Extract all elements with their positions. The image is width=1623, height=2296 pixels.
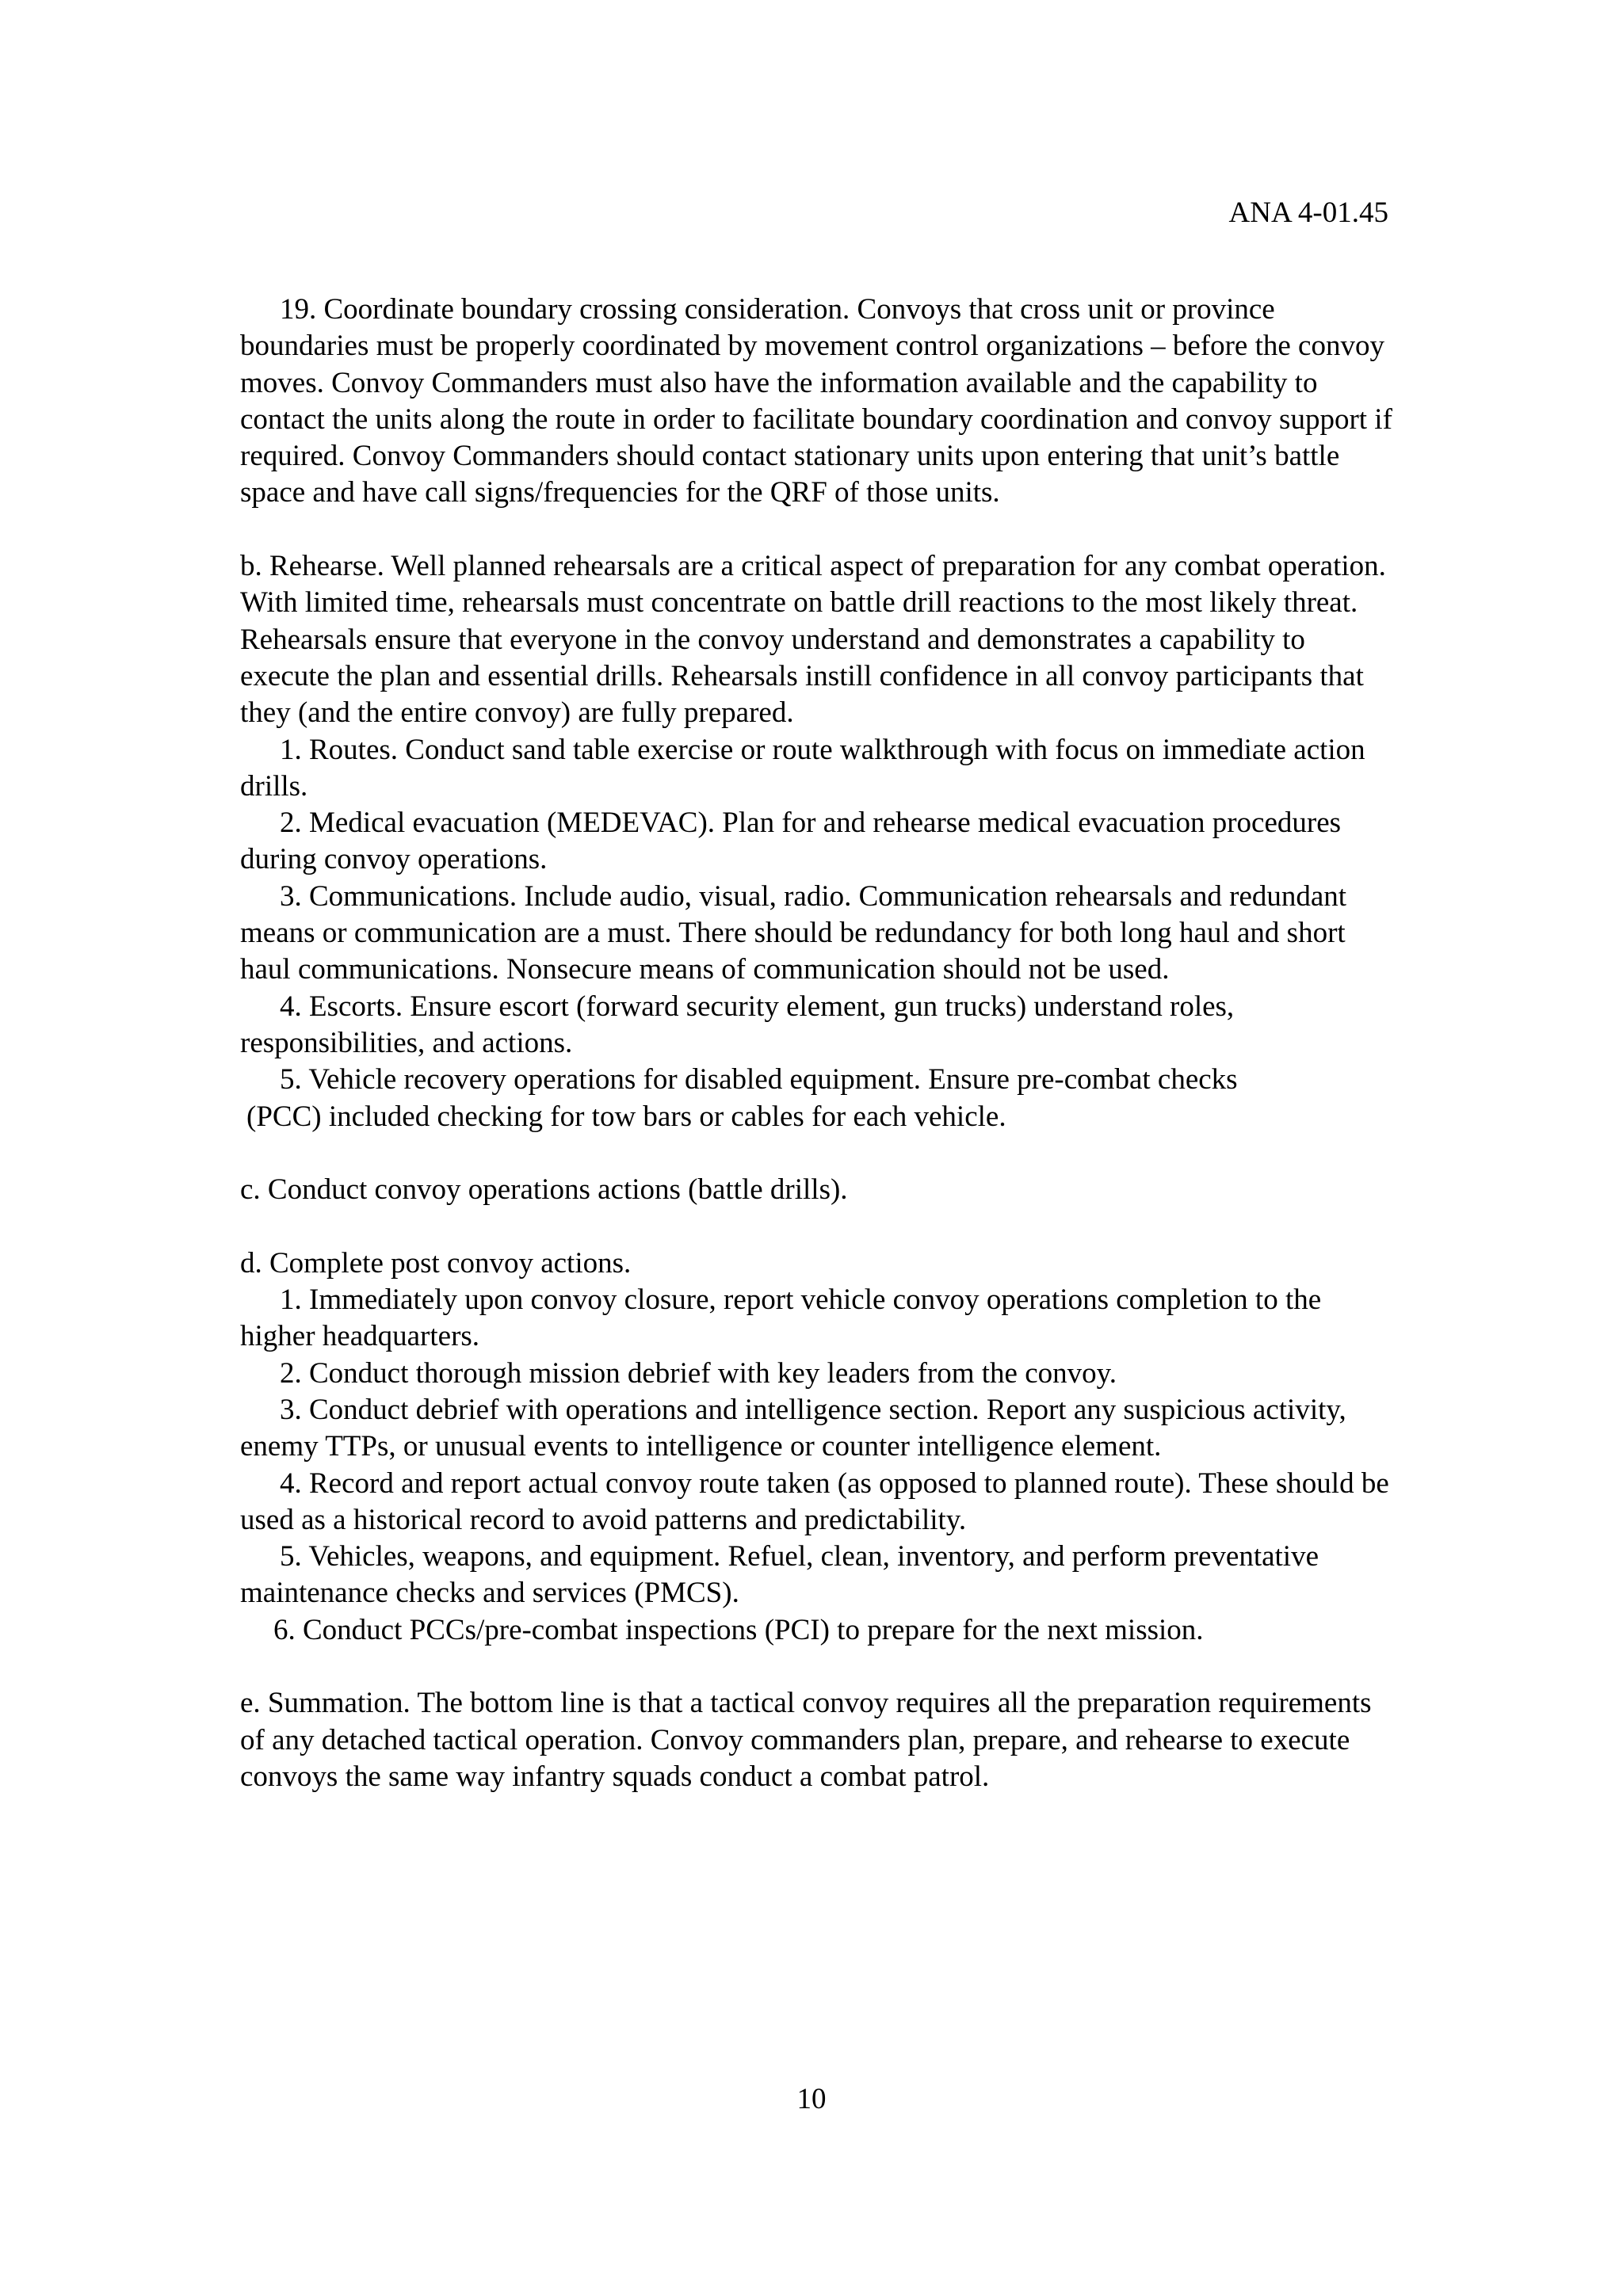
list-item-b-4: 4. Escorts. Ensure escort (forward security element, gun trucks) understand roles, responsibilities, and actions. (240, 990, 1235, 1059)
paragraph-gap (240, 1135, 1397, 1172)
paragraph-item-19: 19. Coordinate boundary crossing consideration. Convoys that cross unit or province boundaries must be properly coordinated by movement control organizations – before the convoy moves. Convoy Commanders must also have the information available and the capability to contact the units along the route in order to facilitate boundary coordination and convoy support if required. Convoy Commanders should contact stationary units upon entering that unit’s battle space and have call signs/frequencies for the QRF of those units. (240, 293, 1392, 509)
list-item-d-2: 2. Conduct thorough mission debrief with key leaders from the convoy. (280, 1356, 1117, 1390)
paragraph-c-convoy-actions: c. Conduct convoy operations actions (battle drills). (240, 1173, 848, 1207)
list-item-d-1: 1. Immediately upon convoy closure, report vehicle convoy operations completion to the higher headquarters. (240, 1283, 1322, 1353)
document-body (240, 292, 1397, 1795)
paragraph-d-post-convoy: d. Complete post convoy actions. (240, 1246, 632, 1280)
list-item-d-3: 3. Conduct debrief with operations and intelligence section. Report any suspicious activity, enemy TTPs, or unusual events to intelligence or counter intelligence element. (240, 1393, 1346, 1463)
list-item-b-5-continuation: (PCC) included checking for tow bars or cables for each vehicle. (246, 1100, 1006, 1133)
list-item-b-5: 5. Vehicle recovery operations for disabled equipment. Ensure pre-combat checks (280, 1063, 1238, 1097)
list-item-b-3: 3. Communications. Include audio, visual, radio. Communication rehearsals and redundant means or communication are a must. There should be redundancy for both long haul and short haul communications. Nonsecure means of communication should not be used. (240, 879, 1347, 986)
list-item-b-2: 2. Medical evacuation (MEDEVAC). Plan for and rehearse medical evacuation procedures during convoy operations. (240, 807, 1342, 876)
list-item-d-5: 5. Vehicles, weapons, and equipment. Refuel, clean, inventory, and perform preventative maintenance checks and services (PMCS). (240, 1540, 1319, 1610)
paragraph-b-rehearse: b. Rehearse. Well planned rehearsals are a critical aspect of preparation for any combat operation. With limited time, rehearsals must concentrate on battle drill reactions to the most likely threat. Rehearsals ensure that everyone in the convoy understand and demonstrates a capability to execute the plan and essential drills. Rehearsals instill confidence in all convoy participants that they (and the entire convoy) are fully prepared. (240, 550, 1386, 730)
paragraph-gap (240, 1649, 1397, 1685)
document-number-header: ANA 4-01.45 (1228, 196, 1388, 229)
paragraph-gap (240, 1208, 1397, 1245)
paragraph-gap (240, 512, 1397, 548)
page-number: 10 (796, 2083, 827, 2115)
paragraph-e-summation: e. Summation. The bottom line is that a tactical convoy requires all the preparation requirements of any detached tactical operation. Convoy commanders plan, prepare, and rehearse to execute convoys the same way infantry squads conduct a combat patrol. (240, 1687, 1372, 1793)
list-item-d-6: 6. Conduct PCCs/pre-combat inspections (PCI) to prepare for the next mission. (273, 1613, 1204, 1646)
list-item-d-4: 4. Record and report actual convoy route taken (as opposed to planned route). These should be used as a historical record to avoid patterns and predictability. (240, 1466, 1389, 1536)
list-item-b-1: 1. Routes. Conduct sand table exercise or route walkthrough with focus on immediate action drills. (240, 733, 1365, 803)
